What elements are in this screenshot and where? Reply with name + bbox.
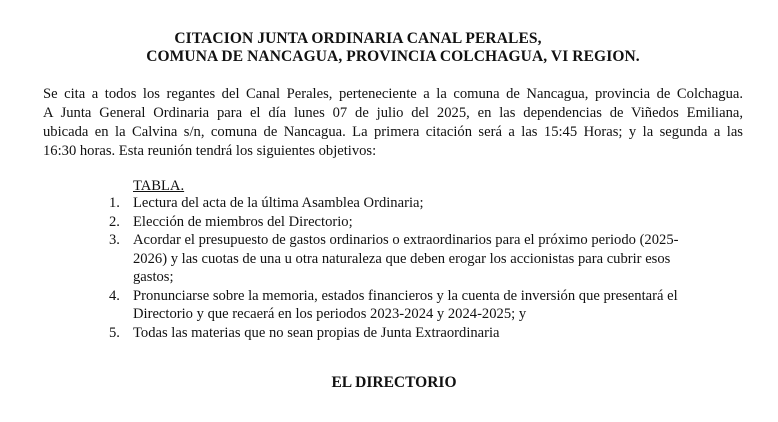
intro-line: Se cita a todos los regantes del Canal Perales, perteneciente a la comuna de Nancagua, provincia de Colchagua. — [43, 86, 743, 102]
agenda-item-text: Pronunciarse sobre la memoria, estados financieros y la cuenta de inversión que presentará el — [133, 287, 678, 304]
agenda-heading: TABLA. — [133, 178, 185, 194]
agenda-item-3 — [106, 231, 726, 287]
agenda-item-number: 1. — [109, 195, 120, 211]
agenda-item-2 — [106, 213, 726, 232]
agenda-item-4 — [106, 287, 726, 324]
agenda-item-number: 5. — [109, 324, 120, 341]
document-title-line-2: COMUNA DE NANCAGUA, PROVINCIA COLCHAGUA, VI REGION. — [146, 48, 640, 65]
agenda-item-text: Acordar el presupuesto de gastos ordinarios o extraordinarios para el próximo periodo (2025- — [133, 232, 679, 248]
agenda-item-1 — [106, 194, 726, 213]
agenda-item-number: 2. — [109, 213, 120, 230]
agenda-item-number: 3. — [109, 232, 120, 248]
agenda-item-text: gastos; — [133, 269, 174, 285]
agenda-item-number: 4. — [109, 287, 120, 304]
signature: EL DIRECTORIO — [331, 374, 457, 391]
agenda-item-text: 2026) y las cuotas de una u otra naturaleza que deben erogar los accionistas para cubrir esos — [133, 250, 671, 267]
agenda-item-text: Directorio y que recaerá en los periodos 2023-2024 y 2024-2025; y — [133, 306, 527, 322]
agenda-item-5 — [106, 324, 726, 343]
intro-line: ubicada en la Calvina s/n, comuna de Nancagua. La primera citación será a las 15:45 Horas; y la segunda a las — [43, 124, 743, 140]
intro-line: A Junta General Ordinaria para el día lunes 07 de julio del 2025, en las dependencias de Viñedos Emiliana, — [43, 105, 743, 121]
agenda-item-text: Elección de miembros del Directorio; — [133, 213, 353, 230]
agenda-item-text: Todas las materias que no sean propias de Junta Extraordinaria — [133, 324, 500, 341]
agenda-list — [106, 194, 726, 342]
intro-line: 16:30 horas. Esta reunión tendrá los siguientes objetivos: — [43, 143, 377, 159]
intro-paragraph — [43, 85, 743, 161]
agenda-item-text: Lectura del acta de la última Asamblea Ordinaria; — [133, 195, 424, 211]
document-title-line-1: CITACION JUNTA ORDINARIA CANAL PERALES, — [174, 30, 542, 47]
